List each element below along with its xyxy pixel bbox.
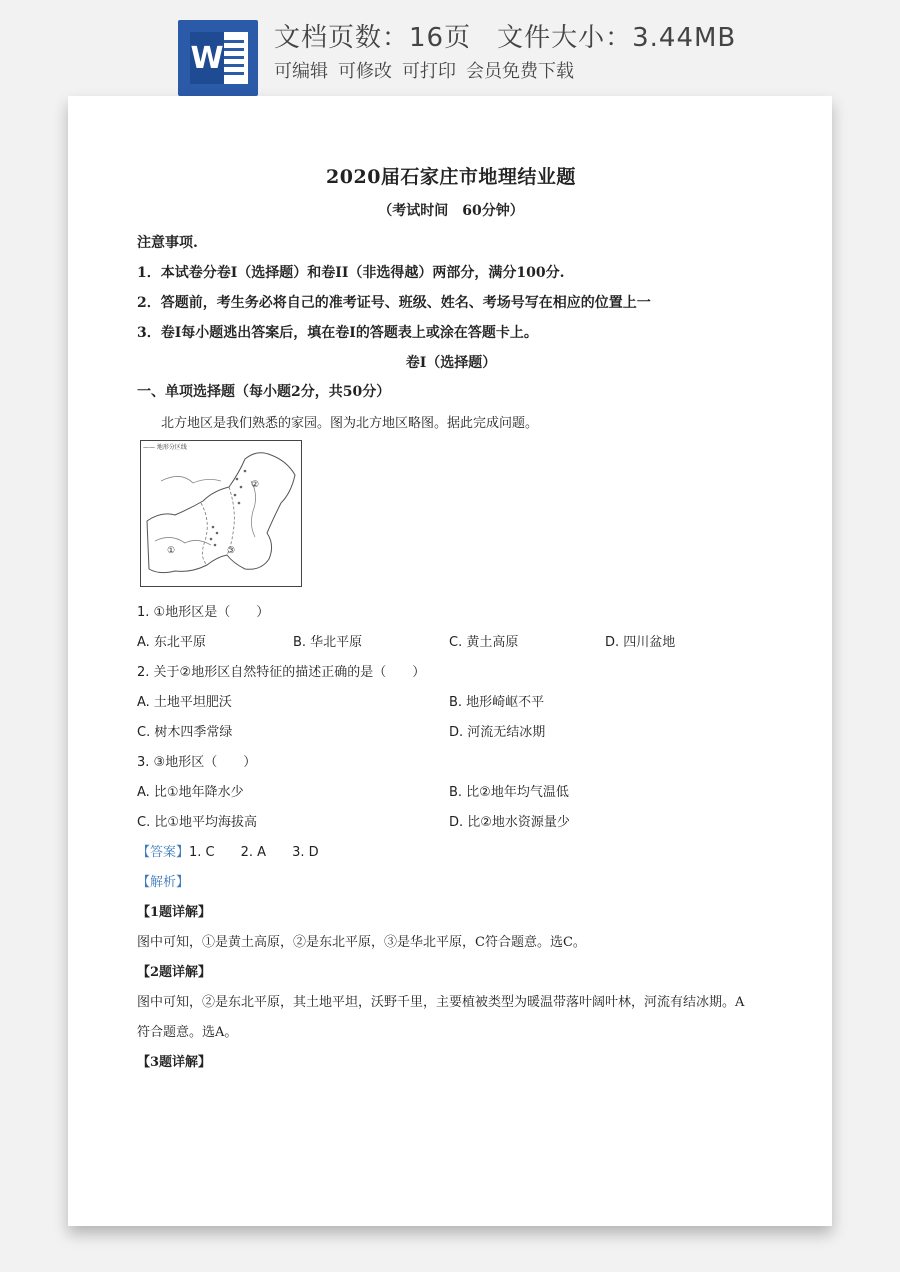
document-title: 2020届石家庄市地理结业题 xyxy=(326,166,576,188)
option-b: B. 华北平原 xyxy=(293,635,363,650)
option-a: A. 东北平原 xyxy=(137,635,206,650)
question-intro: 北方地区是我们熟悉的家园。图为北方地区略图。据此完成问题。 xyxy=(161,416,539,431)
exam-time: （考试时间 60分钟） xyxy=(378,203,524,219)
option-d: D. 比②地水资源量少 xyxy=(449,815,570,830)
svg-text:②: ② xyxy=(251,480,260,490)
analysis-tag: 【解析】 xyxy=(137,875,190,890)
detail-heading: 【3题详解】 xyxy=(137,1055,212,1070)
file-info xyxy=(274,18,736,84)
option-c: C. 比①地平均海拔高 xyxy=(137,815,257,830)
detail-heading: 【1题详解】 xyxy=(137,905,212,920)
svg-text:③: ③ xyxy=(227,546,236,556)
detail-heading: 【2题详解】 xyxy=(137,965,212,980)
question-stem: 1. ①地形区是（ ） xyxy=(137,605,270,620)
option-a: A. 比①地年降水少 xyxy=(137,785,244,800)
option-c: C. 树木四季常绿 xyxy=(137,725,233,740)
map-legend: —— 地形分区线 xyxy=(143,444,187,451)
option-b: B. 地形崎岖不平 xyxy=(449,695,545,710)
answer-tag: 【答案】 xyxy=(137,845,190,860)
option-b: B. 比②地年均气温低 xyxy=(449,785,569,800)
answer-1: 1. C xyxy=(189,845,215,860)
notice-item: 3．卷Ⅰ每小题逃出答案后，填在卷Ⅰ的答题表上或涂在答题卡上。 xyxy=(137,325,538,341)
option-a: A. 土地平坦肥沃 xyxy=(137,695,232,710)
feature-modifiable: 可修改 xyxy=(338,61,392,82)
notice-item: 2．答题前，考生务必将自己的准考证号、班级、姓名、考场号写在相应的位置上一 xyxy=(137,295,651,311)
word-document-icon xyxy=(178,20,258,96)
feature-member-download: 会员免费下载 xyxy=(466,61,574,82)
map-outline xyxy=(141,441,301,586)
option-d: D. 四川盆地 xyxy=(605,635,676,650)
notice-item: 1．本试卷分卷Ⅰ（选择题）和卷II（非选得越）两部分，满分100分. xyxy=(137,265,565,281)
feature-printable: 可打印 xyxy=(402,61,456,82)
notice-heading: 注意事项. xyxy=(137,235,198,251)
section-title: 卷Ⅰ（选择题） xyxy=(405,355,497,371)
answer-2: 2. A xyxy=(240,845,267,860)
page-count-label: 文档页数：16页 xyxy=(274,23,472,53)
answer-line xyxy=(137,841,319,860)
option-c: C. 黄土高原 xyxy=(449,635,519,650)
download-header xyxy=(0,0,900,96)
answer-3: 3. D xyxy=(292,845,319,860)
detail-text: 符合题意。选A。 xyxy=(137,1025,238,1040)
north-region-map xyxy=(140,440,302,587)
part-heading: 一、单项选择题（每小题2分，共50分） xyxy=(137,384,391,400)
file-size-label: 文件大小：3.44MB xyxy=(497,23,737,53)
document-page xyxy=(68,96,832,1226)
detail-text: 图中可知，①是黄土高原，②是东北平原，③是华北平原，C符合题意。选C。 xyxy=(137,935,586,950)
svg-text:①: ① xyxy=(167,546,176,556)
question-stem: 3. ③地形区（ ） xyxy=(137,755,257,770)
option-d: D. 河流无结冰期 xyxy=(449,725,546,740)
detail-text: 图中可知，②是东北平原，其土地平坦，沃野千里，主要植被类型为暖温带落叶阔叶林，河流有结冰期。A xyxy=(137,995,745,1010)
word-letter-w: W xyxy=(190,32,224,84)
question-stem: 2. 关于②地形区自然特征的描述正确的是（ ） xyxy=(137,665,426,680)
feature-editable: 可编辑 xyxy=(274,61,328,82)
